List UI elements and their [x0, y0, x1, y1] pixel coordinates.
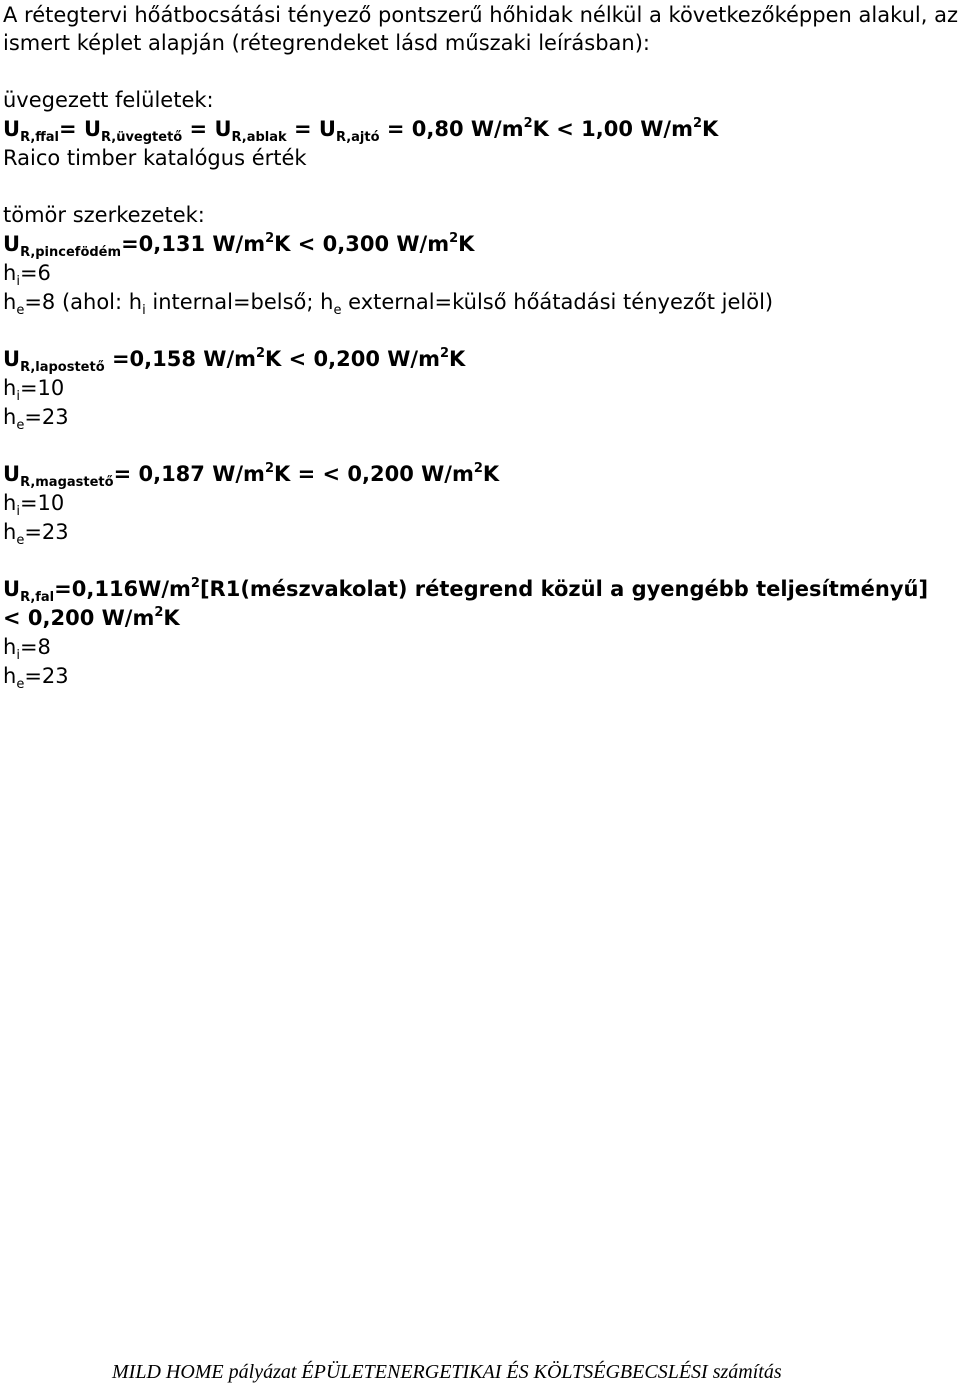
intro-line-1: A rétegtervi hőátbocsátási tényező pontszerű hőhidak nélkül a következőképpen alakul, az	[3, 3, 958, 27]
pitched-roof-he: $h_e=23$	[3, 520, 69, 548]
page-footer: MILD HOME pályázat ÉPÜLETENERGETIKAI ÉS KÖLTSÉGBECSLÉSI számítás	[112, 1361, 782, 1383]
solid-hi: $h_i=6$	[3, 261, 51, 289]
intro-line-2: ismert képlet alapján (rétegrendeket lásd műszaki leírásban):	[3, 31, 651, 55]
pitched-roof-formula: $U_{R,magastető}= 0,187$ $W/m^2K$ = < 0,200 $W/m^2K$	[3, 461, 500, 490]
pitched-roof-hi: $h_i=10$	[3, 491, 65, 519]
glazed-note: Raico timber katalógus érték	[3, 146, 307, 170]
wall-hi: $h_i=8$	[3, 635, 51, 663]
flat-roof-he: $h_e=23$	[3, 405, 69, 433]
flat-roof-formula: $U_{R,lapostető} =0,158$ $W/m^2K < 0,200$ $W/m^2K$	[3, 346, 466, 375]
wall-he: $h_e=23$	[3, 664, 69, 692]
solid-he: $h_e=8$ (ahol: $h_i$ internal=belső; $h_e$ external=külső hőátadási tényezőt jelöl)	[3, 290, 774, 318]
flat-roof-hi: $h_i=10$	[3, 376, 65, 404]
glazed-formula: $U_{R,ffal}= U_{R,üvegtető} = U_{R,ablak} = U_{R,ajtó} = 0,80$ $W/m^2K < 1,00$ $W/m^2K$	[3, 116, 719, 145]
solid-heading: tömör szerkezetek:	[3, 203, 205, 227]
glazed-heading: üvegezett felületek:	[3, 88, 214, 112]
wall-limit: < 0,200 $W/m^2K$	[3, 605, 180, 630]
solid-formula: $U_{R,pincefödém}=0,131$ $W/m^2K < 0,300$ $W/m^2K$	[3, 231, 475, 260]
wall-formula: $U_{R,fal}=0,116W/m^2[R1(mészvakolat)$ rétegrend közül a gyengébb teljesítményű]	[3, 576, 929, 605]
